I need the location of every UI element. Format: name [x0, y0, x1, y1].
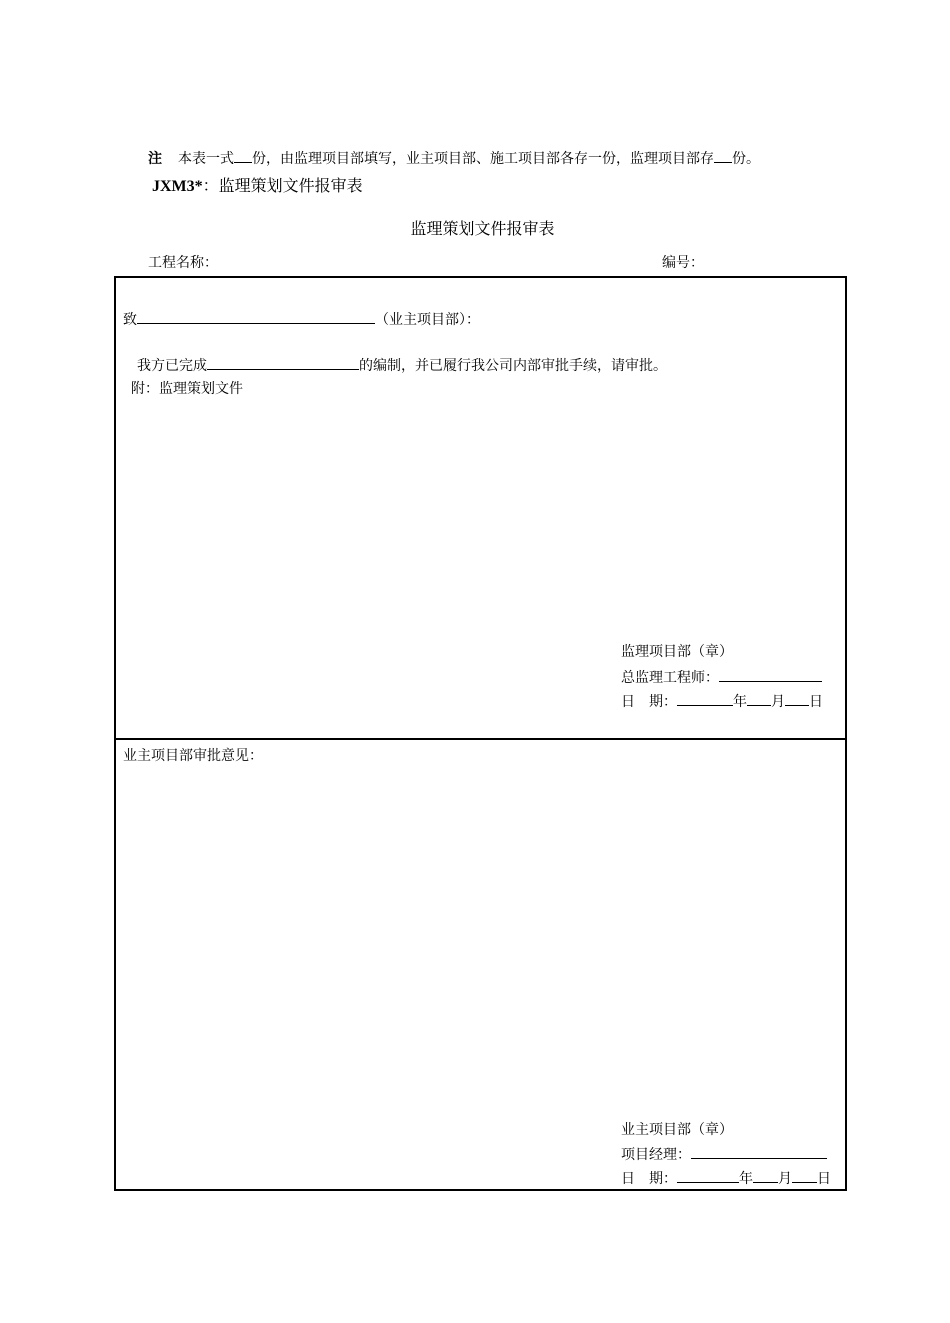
form-code: JXM3* [152, 178, 203, 195]
owner-stamp-label: 业主项目部（章） [621, 1122, 733, 1138]
supervisor-stamp-label: 监理项目部（章） [621, 644, 733, 660]
note-label: 注 [148, 151, 162, 167]
year-field[interactable] [677, 1170, 739, 1183]
month-field[interactable] [747, 693, 771, 706]
note-text-2: 份，由监理项目部填写，业主项目部、施工项目部各存一份，监理项目部存 [252, 151, 714, 167]
project-manager-label: 项目经理： [621, 1147, 691, 1163]
chief-engineer-label: 总监理工程师： [621, 670, 719, 686]
form-table [114, 276, 847, 1191]
month-label: 月 [778, 1171, 792, 1187]
year-label: 年 [733, 694, 747, 710]
heading-colon: ： [202, 176, 219, 195]
body-text-1: 我方已完成 [137, 358, 207, 374]
document-name-field[interactable] [207, 357, 359, 370]
project-name-label: 工程名称： [148, 255, 218, 271]
section2-date-line [621, 1170, 831, 1186]
to-prefix: 致 [123, 312, 137, 328]
form-note [148, 150, 760, 166]
owner-opinion-label: 业主项目部审批意见： [123, 748, 263, 764]
section-divider [114, 738, 847, 740]
project-manager-signature-field[interactable] [691, 1146, 827, 1159]
form-title: 监理策划文件报审表 [410, 219, 555, 238]
chief-engineer-signature-field[interactable] [719, 669, 822, 682]
copies-blank[interactable] [234, 150, 252, 163]
day-label: 日 [809, 694, 823, 710]
project-manager-line [621, 1146, 827, 1162]
year-field[interactable] [677, 693, 733, 706]
note-text-3: 份。 [732, 151, 760, 167]
chief-engineer-line [621, 669, 822, 685]
day-field[interactable] [785, 693, 809, 706]
month-label: 月 [771, 694, 785, 710]
heading-text: 监理策划文件报审表 [218, 176, 363, 195]
section-heading [152, 178, 363, 195]
day-label: 日 [817, 1171, 831, 1187]
date-label: 日 期： [621, 1171, 677, 1187]
section1-date-line [621, 693, 823, 709]
supervisor-copies-blank[interactable] [714, 150, 732, 163]
number-label: 编号： [662, 255, 704, 271]
body-text-2: 的编制，并已履行我公司内部审批手续，请审批。 [359, 358, 667, 374]
body-line [137, 357, 667, 373]
date-label: 日 期： [621, 694, 677, 710]
note-text-1: 本表一式 [178, 151, 234, 167]
to-suffix: （业主项目部）： [375, 312, 480, 328]
addressee-line [123, 311, 480, 327]
month-field[interactable] [753, 1170, 778, 1183]
day-field[interactable] [792, 1170, 817, 1183]
attachment-line: 附：监理策划文件 [131, 381, 243, 397]
addressee-field[interactable] [137, 311, 375, 324]
year-label: 年 [739, 1171, 753, 1187]
